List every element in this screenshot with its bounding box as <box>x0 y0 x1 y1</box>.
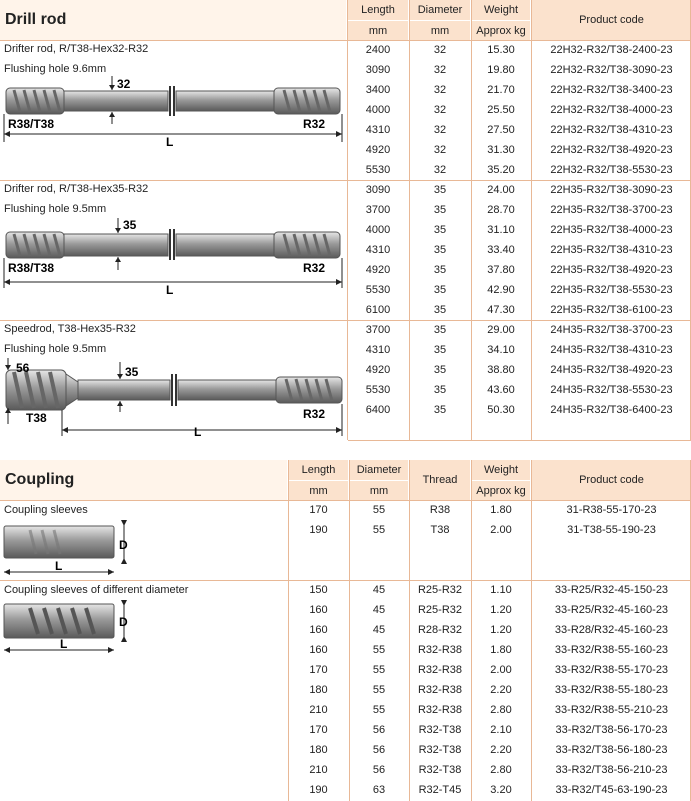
coupling-thread-cell: R32-T38 <box>418 764 462 776</box>
drill-length-cell: 6400 <box>365 404 391 416</box>
drill-group-3-length-label: L <box>194 425 202 439</box>
drifter-rod-hex35-drawing <box>0 216 346 314</box>
drill-length-cell: 4000 <box>365 104 391 116</box>
coupling-product-code-cell: 33-R32/R38-55-170-23 <box>554 664 669 676</box>
coupling-group-1-d-label: D <box>119 538 128 552</box>
drill-length-cell: 3090 <box>365 64 391 76</box>
drill-weight-cell: 47.30 <box>487 304 515 316</box>
coupling-thread-cell: R28-R32 <box>417 624 463 636</box>
coupling-length-cell: 210 <box>309 704 328 716</box>
coupling-diameter-unit: mm <box>350 481 408 500</box>
coupling-product-code-cell: 33-R32/T38-56-180-23 <box>555 744 668 756</box>
drill-length-cell: 5530 <box>365 164 391 176</box>
coupling-length-cell: 160 <box>309 604 328 616</box>
drill-diameter-cell: 32 <box>433 104 447 116</box>
drill-product-code-cell: 24H35-R32/T38-6400-23 <box>550 404 673 416</box>
coupling-product-code-header: Product code <box>532 460 691 500</box>
drill-diameter-cell: 32 <box>433 44 447 56</box>
drill-weight-cell: 19.80 <box>487 64 515 76</box>
coupling-product-code-cell: 33-R25/R32-45-150-23 <box>554 584 669 596</box>
drill-diameter-cell: 32 <box>433 144 447 156</box>
coupling-product-code-cell: 33-R32/T45-63-190-23 <box>555 784 668 796</box>
drill-diameter-unit: mm <box>410 21 470 40</box>
drill-diameter-cell: 35 <box>433 384 447 396</box>
drill-diameter-cell: 35 <box>433 184 447 196</box>
coupling-weight-cell: 3.20 <box>490 784 512 796</box>
coupling-weight-cell: 2.20 <box>490 744 512 756</box>
coupling-weight-cell: 1.20 <box>490 624 512 636</box>
drill-diameter-cell: 35 <box>433 344 447 356</box>
coupling-length-cell: 190 <box>309 784 328 796</box>
coupling-diameter-cell: 56 <box>372 744 386 756</box>
drill-weight-cell: 43.60 <box>487 384 515 396</box>
drill-product-code-cell: 24H35-R32/T38-4920-23 <box>550 364 673 376</box>
drill-weight-cell: 21.70 <box>487 84 515 96</box>
drill-product-code-cell: 24H35-R32/T38-4310-23 <box>550 344 673 356</box>
drill-weight-cell: 38.80 <box>487 364 515 376</box>
coupling-length-cell: 160 <box>309 644 328 656</box>
drifter-rod-hex32-drawing <box>0 76 346 174</box>
drill-weight-cell: 37.80 <box>487 264 515 276</box>
drill-product-code-cell: 22H32-R32/T38-2400-23 <box>550 44 673 56</box>
coupling-thread-cell: R32-R38 <box>417 644 463 656</box>
drill-product-code-cell: 22H32-R32/T38-4000-23 <box>550 104 673 116</box>
coupling-weight-cell: 1.10 <box>490 584 512 596</box>
coupling-thread-cell: R32-R38 <box>417 704 463 716</box>
drill-diameter-cell: 35 <box>433 264 447 276</box>
coupling-weight-cell: 2.80 <box>490 704 512 716</box>
drill-weight-cell: 33.40 <box>487 244 515 256</box>
coupling-weight-cell: 2.10 <box>490 724 512 736</box>
coupling-length-cell: 170 <box>309 724 328 736</box>
coupling-diameter-cell: 45 <box>372 604 386 616</box>
coupling-length-cell: 160 <box>309 624 328 636</box>
drill-group-2-right-thread: R32 <box>303 261 326 275</box>
drill-diameter-cell: 35 <box>433 364 447 376</box>
drill-weight-cell: 31.10 <box>487 224 515 236</box>
drill-group-1-dim: 32 <box>117 77 131 91</box>
drill-diameter-cell: 32 <box>433 164 447 176</box>
drill-group-3-left-thread: T38 <box>26 411 47 425</box>
drill-product-code-cell: 22H35-R32/T38-4920-23 <box>550 264 673 276</box>
coupling-product-code-cell: 33-R32/T38-56-170-23 <box>555 724 668 736</box>
drill-group-3-name: Speedrod, T38-Hex35-R32 <box>4 323 136 335</box>
coupling-length-cell: 180 <box>309 744 328 756</box>
drill-group-1-left-thread: R38/T38 <box>8 117 55 131</box>
drill-length-cell: 4920 <box>365 364 391 376</box>
drill-group-1-right-thread: R32 <box>303 117 326 131</box>
drill-length-cell: 4920 <box>365 144 391 156</box>
drill-diameter-header: Diameter <box>410 0 470 20</box>
drill-diameter-cell: 35 <box>433 284 447 296</box>
coupling-thread-cell: R32-T38 <box>418 744 462 756</box>
drill-group-2-flushing: Flushing hole 9.5mm <box>4 203 107 215</box>
coupling-weight-cell: 1.80 <box>490 644 512 656</box>
coupling-sleeve-drawing <box>0 516 140 578</box>
coupling-product-code-cell: 33-R32/T38-56-210-23 <box>555 764 668 776</box>
drill-diameter-cell: 32 <box>433 84 447 96</box>
drill-product-code-cell: 22H32-R32/T38-3090-23 <box>550 64 673 76</box>
coupling-product-code-cell: 33-R32/R38-55-180-23 <box>554 684 669 696</box>
drill-group-2-dim: 35 <box>123 218 137 232</box>
coupling-product-code-cell: 33-R32/R38-55-210-23 <box>554 704 669 716</box>
coupling-product-code-cell: 33-R25/R32-45-160-23 <box>554 604 669 616</box>
coupling-diameter-cell: 55 <box>372 524 386 536</box>
coupling-diameter-cell: 55 <box>372 684 386 696</box>
coupling-diameter-cell: 45 <box>372 624 386 636</box>
coupling-diameter-header: Diameter <box>350 460 408 480</box>
drill-product-code-cell: 22H35-R32/T38-4310-23 <box>550 244 673 256</box>
coupling-weight-cell: 2.20 <box>490 684 512 696</box>
drill-weight-cell: 34.10 <box>487 344 515 356</box>
coupling-weight-cell: 2.00 <box>490 664 512 676</box>
coupling-length-cell: 180 <box>309 684 328 696</box>
drill-length-cell: 5530 <box>365 384 391 396</box>
drill-group-2-left-thread: R38/T38 <box>8 261 55 275</box>
drill-length-cell: 2400 <box>365 44 391 56</box>
drill-weight-unit: Approx kg <box>472 21 530 40</box>
drill-diameter-cell: 35 <box>433 224 447 236</box>
coupling-length-cell: 170 <box>309 664 328 676</box>
coupling-weight-header: Weight <box>472 460 530 480</box>
coupling-length-cell: 170 <box>309 504 328 516</box>
drill-length-cell: 3700 <box>365 324 391 336</box>
coupling-thread-cell: R32-T38 <box>418 724 462 736</box>
coupling-thread-cell: T38 <box>430 524 450 536</box>
coupling-thread-header: Thread <box>410 460 470 500</box>
coupling-group-2-d-label: D <box>119 615 128 629</box>
coupling-diameter-cell: 56 <box>372 724 386 736</box>
coupling-diameter-cell: 55 <box>372 664 386 676</box>
coupling-diameter-cell: 56 <box>372 764 386 776</box>
coupling-weight-unit: Approx kg <box>472 481 530 500</box>
coupling-thread-cell: R25-R32 <box>417 584 463 596</box>
coupling-thread-cell: R32-R38 <box>417 684 463 696</box>
drill-group-2-name: Drifter rod, R/T38-Hex35-R32 <box>4 183 149 195</box>
drill-weight-header: Weight <box>472 0 530 20</box>
coupling-length-header: Length <box>289 460 348 480</box>
drill-weight-cell: 25.50 <box>487 104 515 116</box>
drill-product-code-cell: 22H32-R32/T38-3400-23 <box>550 84 673 96</box>
drill-group-3-right-thread: R32 <box>303 407 326 421</box>
coupling-length-unit: mm <box>289 481 348 500</box>
coupling-diameter-cell: 45 <box>372 584 386 596</box>
drill-length-cell: 4000 <box>365 224 391 236</box>
drill-group-1-flushing: Flushing hole 9.6mm <box>4 63 107 75</box>
drill-weight-cell: 28.70 <box>487 204 515 216</box>
drill-length-cell: 3700 <box>365 204 391 216</box>
drill-length-header: Length <box>348 0 408 20</box>
drill-length-unit: mm <box>348 21 408 40</box>
drill-weight-cell: 29.00 <box>487 324 515 336</box>
drill-weight-cell: 35.20 <box>487 164 515 176</box>
coupling-product-code-cell: 33-R32/R38-55-160-23 <box>554 644 669 656</box>
coupling-group-2-l-label: L <box>60 637 68 651</box>
coupling-thread-cell: R32-T45 <box>418 784 462 796</box>
coupling-diameter-cell: 63 <box>372 784 386 796</box>
drill-weight-cell: 50.30 <box>487 404 515 416</box>
coupling-thread-cell: R32-R38 <box>417 664 463 676</box>
drill-group-3-dim: 35 <box>125 365 139 379</box>
drill-product-code-cell: 24H35-R32/T38-3700-23 <box>550 324 673 336</box>
drill-length-cell: 3090 <box>365 184 391 196</box>
drill-weight-cell: 42.90 <box>487 284 515 296</box>
coupling-length-cell: 150 <box>309 584 328 596</box>
drill-product-code-cell: 22H35-R32/T38-3090-23 <box>550 184 673 196</box>
drill-length-cell: 3400 <box>365 84 391 96</box>
speedrod-dim-56: 56 <box>16 361 30 375</box>
coupling-length-cell: 190 <box>309 524 328 536</box>
drill-diameter-cell: 35 <box>433 204 447 216</box>
drill-product-code-cell: 22H32-R32/T38-4310-23 <box>550 124 673 136</box>
drill-diameter-cell: 35 <box>433 324 447 336</box>
coupling-thread-cell: R25-R32 <box>417 604 463 616</box>
coupling-weight-cell: 2.80 <box>490 764 512 776</box>
speedrod-drawing <box>0 356 346 440</box>
drill-length-cell: 6100 <box>365 304 391 316</box>
coupling-group-2-name: Coupling sleeves of different diameter <box>4 584 189 596</box>
coupling-weight-cell: 1.80 <box>490 504 512 516</box>
drill-weight-cell: 31.30 <box>487 144 515 156</box>
drill-product-code-cell: 22H35-R32/T38-3700-23 <box>550 204 673 216</box>
coupling-title: Coupling <box>0 460 287 500</box>
drill-diameter-cell: 32 <box>433 64 447 76</box>
drill-product-code-cell: 22H35-R32/T38-4000-23 <box>550 224 673 236</box>
drill-product-code-cell: 24H35-R32/T38-5530-23 <box>550 384 673 396</box>
coupling-product-code-cell: 31-T38-55-190-23 <box>567 524 656 536</box>
coupling-product-code-cell: 33-R28/R32-45-160-23 <box>554 624 669 636</box>
drill-product-code-cell: 22H32-R32/T38-4920-23 <box>550 144 673 156</box>
coupling-weight-cell: 1.20 <box>490 604 512 616</box>
coupling-diameter-cell: 55 <box>372 504 386 516</box>
drill-weight-cell: 24.00 <box>487 184 515 196</box>
drill-diameter-cell: 32 <box>433 124 447 136</box>
drill-group-3-flushing: Flushing hole 9.5mm <box>4 343 107 355</box>
coupling-thread-cell: R38 <box>429 504 451 516</box>
coupling-product-code-cell: 31-R38-55-170-23 <box>566 504 657 516</box>
drill-group-1-length-label: L <box>166 135 174 149</box>
drill-length-cell: 4310 <box>365 124 391 136</box>
drill-diameter-cell: 35 <box>433 304 447 316</box>
drill-length-cell: 4310 <box>365 344 391 356</box>
drill-group-2-length-label: L <box>166 283 174 297</box>
coupling-diameter-cell: 55 <box>372 704 386 716</box>
drill-group-1-name: Drifter rod, R/T38-Hex32-R32 <box>4 43 149 55</box>
coupling-diameter-cell: 55 <box>372 644 386 656</box>
coupling-sleeve-different-diameter-drawing <box>0 596 140 658</box>
coupling-group-1-l-label: L <box>55 559 63 573</box>
coupling-length-cell: 210 <box>309 764 328 776</box>
drill-product-code-cell: 22H35-R32/T38-5530-23 <box>550 284 673 296</box>
drill-diameter-cell: 35 <box>433 404 447 416</box>
drill-length-cell: 5530 <box>365 284 391 296</box>
drill-weight-cell: 27.50 <box>487 124 515 136</box>
drill-weight-cell: 15.30 <box>487 44 515 56</box>
coupling-group-1-name: Coupling sleeves <box>4 504 88 516</box>
drill-product-code-cell: 22H35-R32/T38-6100-23 <box>550 304 673 316</box>
drill-product-code-cell: 22H32-R32/T38-5530-23 <box>550 164 673 176</box>
drill-product-code-header: Product code <box>532 0 691 40</box>
drill-length-cell: 4310 <box>365 244 391 256</box>
drill-rod-title: Drill rod <box>0 0 346 40</box>
drill-length-cell: 4920 <box>365 264 391 276</box>
coupling-weight-cell: 2.00 <box>490 524 512 536</box>
drill-diameter-cell: 35 <box>433 244 447 256</box>
